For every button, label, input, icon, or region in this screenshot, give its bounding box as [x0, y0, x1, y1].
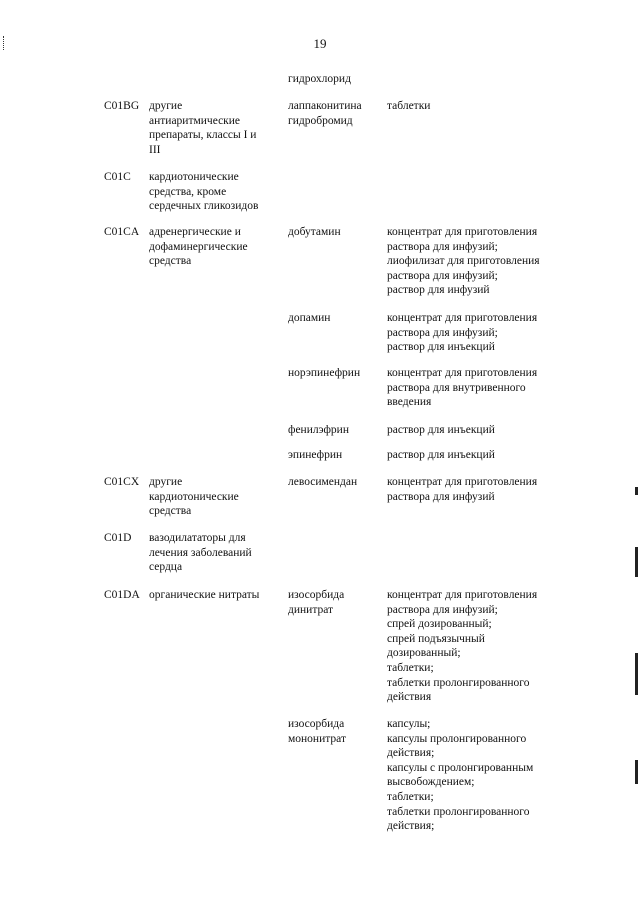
row-dosage-form-line: концентрат для приготовления	[387, 476, 538, 488]
row-dosage-form	[387, 366, 574, 410]
row-inn	[288, 588, 378, 617]
row-inn	[288, 717, 378, 746]
row-dosage-form	[387, 311, 574, 355]
row-dosage-form-line: высвобождением;	[387, 776, 475, 789]
row-dosage-form-line: таблетки	[387, 100, 431, 112]
row-inn-line: добутамин	[288, 226, 341, 238]
row-inn-line: эпинефрин	[288, 449, 343, 461]
row-dosage-form-line: спрей подъязычный	[387, 632, 485, 645]
row-class-name	[149, 225, 273, 269]
row-dosage-form-line: таблетки;	[387, 661, 434, 674]
row-code: C01D	[104, 532, 132, 544]
row-dosage-form-line: раствора для инфузий;	[387, 603, 498, 616]
row-dosage-form-line: раствор для инфузий	[387, 284, 490, 297]
row-class-name	[149, 475, 273, 519]
row-dosage-form-line: дозированный;	[387, 647, 461, 660]
scan-mark	[635, 547, 638, 577]
row-code: C01C	[104, 171, 131, 183]
row-inn	[288, 225, 378, 240]
row-dosage-form-line: раствора для инфузий;	[387, 240, 498, 253]
row-inn	[288, 99, 378, 128]
row-class-name-line: вазодилататоры для	[149, 532, 246, 544]
row-inn-line: мононитрат	[288, 732, 346, 745]
row-dosage-form-line: действия;	[387, 820, 435, 833]
row-dosage-form-line: спрей дозированный;	[387, 618, 492, 631]
row-dosage-form-line: капсулы пролонгированного	[387, 732, 527, 745]
row-dosage-form-line: действия;	[387, 747, 435, 760]
row-code: C01CA	[104, 226, 140, 238]
row-class-name-line: сердечных гликозидов	[149, 200, 259, 213]
row-inn	[288, 475, 378, 490]
scan-mark	[3, 36, 6, 50]
row-class-name-line: средства	[149, 255, 192, 268]
row-dosage-form-line: раствора для инфузий	[387, 490, 495, 503]
row-dosage-form-line: раствор для инъекций	[387, 341, 495, 354]
row-class-name-line: антиаритмические	[149, 114, 241, 127]
row-dosage-form-line: таблетки;	[387, 790, 434, 803]
row-dosage-form	[387, 225, 574, 298]
row-code: C01BG	[104, 100, 140, 112]
row-inn	[288, 311, 378, 326]
row-class-name	[149, 99, 273, 157]
row-class-name	[149, 170, 273, 214]
row-class-name	[149, 588, 273, 603]
row-inn-line: допамин	[288, 312, 331, 324]
scan-mark	[635, 653, 638, 695]
row-dosage-form-line: введения	[387, 396, 432, 409]
row-class-name-line: другие	[149, 476, 183, 488]
row-dosage-form-line: концентрат для приготовления	[387, 312, 538, 324]
row-inn-line: динитрат	[288, 603, 334, 616]
row-class-name-line: кардиотонические	[149, 490, 239, 503]
row-dosage-form	[387, 448, 574, 463]
row-class-name-line: препараты, классы I и	[149, 129, 257, 142]
row-class-name-line: средства, кроме	[149, 185, 227, 198]
row-class-name-line: средства	[149, 505, 192, 518]
row-dosage-form-line: концентрат для приготовления	[387, 367, 538, 379]
row-dosage-form-line: капсулы;	[387, 718, 431, 730]
row-dosage-form-line: действия	[387, 691, 432, 704]
row-class-name-line: сердца	[149, 561, 183, 574]
row-class-name	[149, 531, 273, 575]
row-class-name-line: кардиотонические	[149, 171, 239, 183]
row-class-name-line: другие	[149, 100, 183, 112]
row-inn-line: норэпинефрин	[288, 367, 361, 379]
row-dosage-form	[387, 99, 574, 114]
row-dosage-form	[387, 588, 574, 705]
row-inn	[288, 448, 378, 463]
row-dosage-form	[387, 475, 574, 504]
row-dosage-form-line: раствора для инфузий;	[387, 326, 498, 339]
row-dosage-form-line: таблетки пролонгированного	[387, 805, 530, 818]
row-inn-line: левосимендан	[288, 476, 358, 488]
page-number: 19	[313, 36, 327, 51]
row-dosage-form-line: лиофилизат для приготовления	[387, 255, 540, 268]
row-class-name-line: III	[149, 143, 161, 156]
row-inn-line: лаппаконитина	[288, 100, 362, 112]
row-code: C01DA	[104, 589, 140, 601]
row-inn	[288, 423, 378, 438]
row-inn-line: фенилэфрин	[288, 424, 349, 436]
row-dosage-form	[387, 717, 574, 834]
row-class-name-line: дофаминергические	[149, 240, 248, 253]
row-dosage-form-line: раствора для инфузий;	[387, 269, 498, 282]
continued-inn-text: гидрохлорид	[288, 73, 351, 85]
row-dosage-form-line: концентрат для приготовления	[387, 589, 538, 601]
row-dosage-form	[387, 423, 574, 438]
row-inn	[288, 366, 378, 381]
row-class-name-line: лечения заболеваний	[149, 546, 252, 559]
row-dosage-form-line: раствор для инъекций	[387, 449, 495, 461]
row-class-name-line: органические нитраты	[149, 589, 260, 601]
row-dosage-form-line: концентрат для приготовления	[387, 226, 538, 238]
row-inn-line: изосорбида	[288, 718, 345, 730]
row-inn-line: гидробромид	[288, 114, 353, 127]
scan-mark	[635, 487, 638, 495]
row-class-name-line: адренергические и	[149, 226, 241, 238]
row-code: C01CX	[104, 476, 140, 488]
row-dosage-form-line: таблетки пролонгированного	[387, 676, 530, 689]
row-dosage-form-line: раствора для внутривенного	[387, 381, 526, 394]
scan-mark	[635, 760, 638, 784]
row-dosage-form-line: раствор для инъекций	[387, 424, 495, 436]
row-inn-line: изосорбида	[288, 589, 345, 601]
row-dosage-form-line: капсулы с пролонгированным	[387, 761, 534, 774]
